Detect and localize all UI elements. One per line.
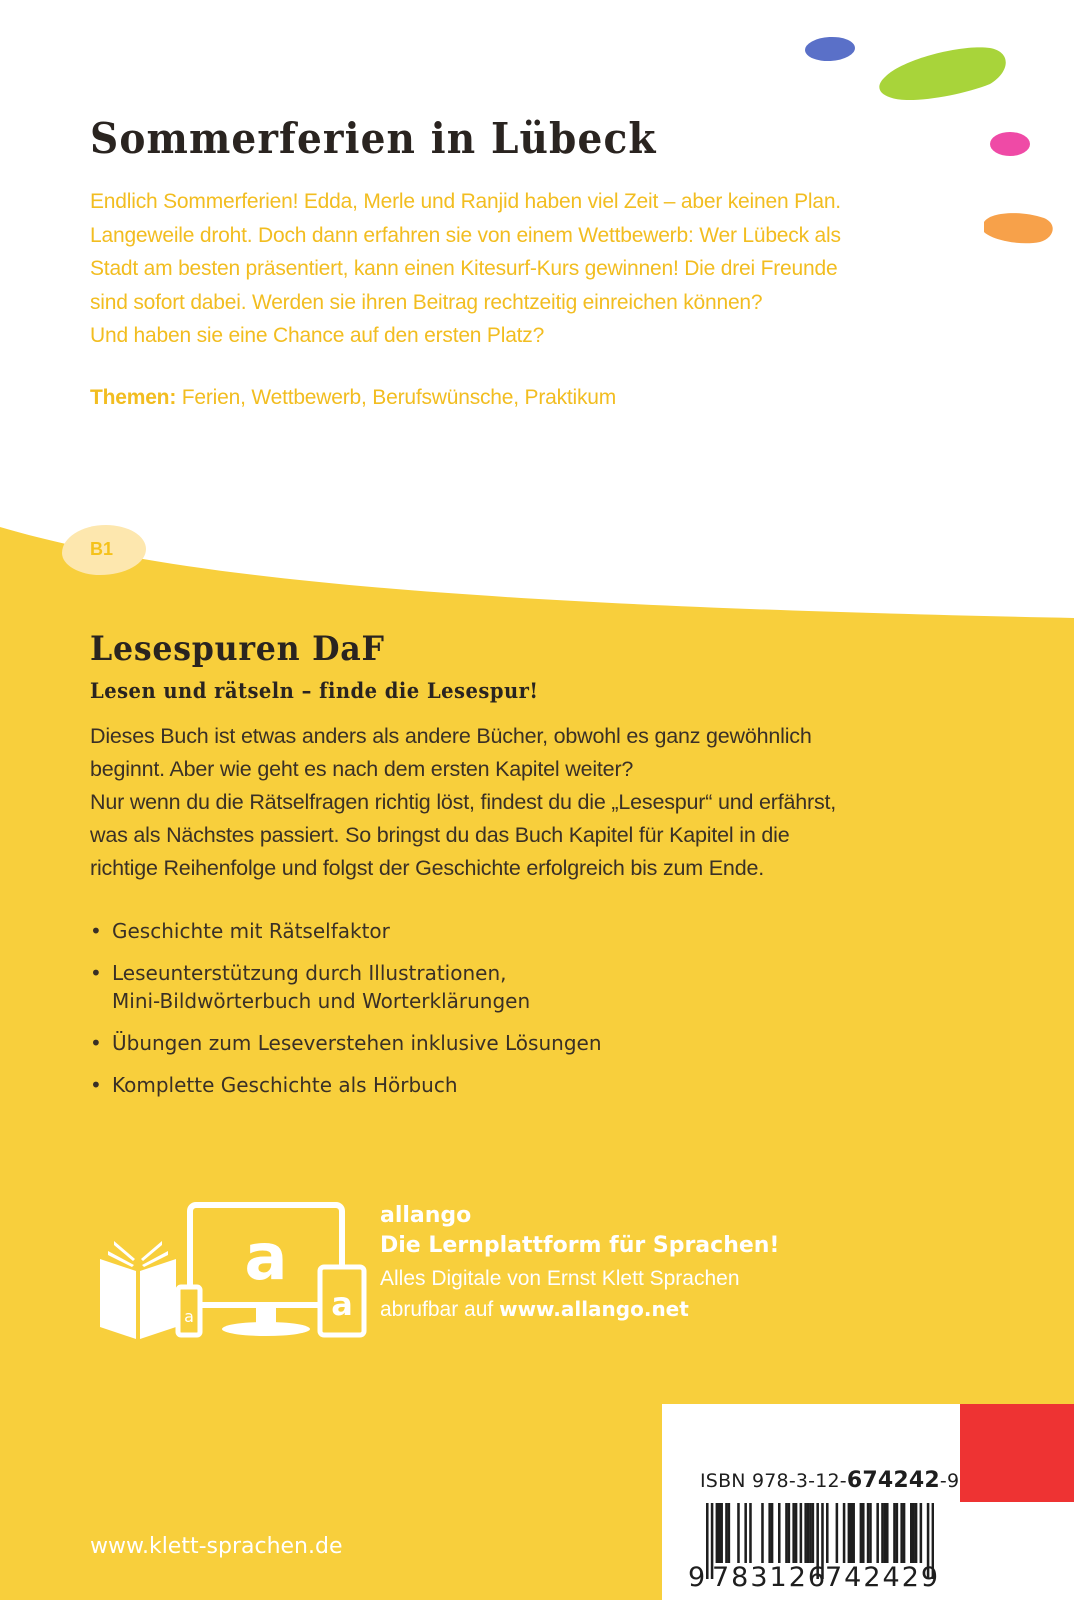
barcode-bar [788, 1503, 791, 1563]
barcode-bar [884, 1503, 887, 1563]
barcode-bar [920, 1503, 923, 1563]
feature-item [90, 1071, 790, 1099]
barcode-bar [881, 1503, 884, 1563]
isbn-number [700, 1468, 959, 1493]
feature-text: Geschichte mit Rätselfaktor [112, 919, 390, 943]
description-line: Dieses Buch ist etwas anders als andere Bücher, obwohl es ganz gewöhnlich [90, 724, 812, 748]
allango-description [380, 1263, 779, 1325]
barcode-bar [843, 1503, 846, 1563]
description-line: richtige Reihenfolge und folgst der Geschichte erfolgreich bis zum Ende. [90, 856, 764, 880]
description-line: beginnt. Aber wie geht es nach dem ersten Kapitel weiter? [90, 757, 634, 781]
green-blob-decoration [879, 47, 1005, 100]
allango-tagline: Die Lernplattform für Sprachen! [380, 1233, 780, 1258]
barcode-bar [807, 1503, 810, 1563]
series-subtitle: Lesen und rätseln – finde die Lesespur! [90, 678, 539, 703]
barcode-bar [706, 1503, 709, 1579]
summary-line: Und haben sie eine Chance auf den ersten Platz? [90, 324, 545, 348]
feature-item [90, 1029, 790, 1057]
barcode-bar [896, 1503, 899, 1563]
isbn-bold-part: 674242 [846, 1468, 940, 1493]
phone-logo-letter: a [184, 1307, 194, 1326]
series-title: Lesespuren DaF [90, 629, 385, 669]
barcode-bar [848, 1503, 851, 1563]
barcode-bar [785, 1503, 788, 1563]
barcode-bar [893, 1503, 896, 1563]
summary-line: Endlich Sommerferien! Edda, Merle und Ranjid haben viel Zeit – aber keinen Plan. [90, 190, 841, 213]
tablet-icon [320, 1267, 364, 1335]
themes-line [90, 386, 616, 410]
barcode-bar [903, 1503, 906, 1563]
barcode-bar [876, 1503, 879, 1563]
barcode-bar [720, 1503, 723, 1563]
bullet-icon: • [90, 1031, 102, 1055]
barcode-bar [809, 1503, 812, 1563]
description-line: was als Nächstes passiert. So bringst du das Buch Kapitel für Kapitel in die [90, 823, 790, 847]
red-price-sticker [960, 1404, 1074, 1502]
barcode-bar [915, 1503, 918, 1563]
barcode-bar [886, 1503, 889, 1563]
barcode-bar [869, 1503, 872, 1563]
feature-text: Komplette Geschichte als Hörbuch [112, 1073, 458, 1097]
themes-label: Themen: [90, 386, 177, 409]
publisher-website-link[interactable]: www.klett-sprachen.de [90, 1534, 343, 1559]
feature-list [90, 917, 790, 1113]
barcode-bar [768, 1503, 771, 1563]
themes-value: Ferien, Wettbewerb, Berufswünsche, Praktikum [181, 386, 617, 409]
barcode-bar [900, 1503, 903, 1563]
blue-blob-decoration [804, 36, 855, 63]
allango-desc-prefix: abrufbar auf [380, 1298, 494, 1321]
barcode-bar [812, 1503, 815, 1563]
barcode-bar [804, 1503, 807, 1563]
barcode-bar [761, 1503, 764, 1563]
bullet-icon: • [90, 1073, 102, 1097]
barcode-bar [836, 1503, 839, 1563]
barcode-bar [795, 1503, 798, 1563]
barcode-bar [826, 1503, 829, 1563]
orange-blob-decoration [984, 213, 1053, 243]
allango-url-link[interactable]: www.allango.net [499, 1297, 689, 1321]
phone-icon [178, 1287, 200, 1335]
summary-line: Langeweile droht. Doch dann erfahren sie von einem Wettbewerb: Wer Lübeck als [90, 223, 841, 247]
barcode-right-digits: 742429 [825, 1562, 941, 1593]
barcode-bar [737, 1503, 740, 1563]
barcode-bar [744, 1503, 747, 1563]
allango-info [380, 1201, 779, 1325]
barcode-bar [725, 1503, 728, 1563]
barcode-bar [771, 1503, 774, 1563]
barcode-bar [867, 1503, 870, 1563]
barcode-bar [778, 1503, 781, 1563]
allango-brand: allango [380, 1203, 472, 1228]
description-line: Nur wenn du die Rätselfragen richtig löst, findest du die „Lesespur“ und erfährst, [90, 790, 837, 814]
open-book-icon [100, 1241, 176, 1339]
allango-desc-line: Alles Digitale von Ernst Klett Sprachen [380, 1267, 740, 1290]
barcode-bar [716, 1503, 719, 1563]
feature-item [90, 917, 790, 945]
bullet-icon: • [90, 961, 102, 985]
allango-desc-line [380, 1294, 779, 1325]
level-badge-text: B1 [90, 539, 114, 559]
barcode-bar [792, 1503, 795, 1563]
tablet-logo-letter: a [331, 1285, 353, 1323]
summary-line: sind sofort dabei. Werden sie ihren Beitrag rechtzeitig einreichen können? [90, 290, 763, 314]
barcode-bar [718, 1503, 721, 1563]
barcode-bar [852, 1503, 855, 1563]
bullet-icon: • [90, 919, 102, 943]
monitor-logo-letter: a [244, 1221, 288, 1295]
feature-text: Übungen zum Leseverstehen inklusive Lösungen [112, 1031, 602, 1055]
barcode-bar [860, 1503, 863, 1563]
isbn-suffix: -9 [939, 1470, 960, 1492]
barcode-bar [910, 1503, 913, 1563]
barcode-first-digit: 9 [688, 1562, 706, 1593]
barcode-bar [862, 1503, 865, 1563]
book-monitor-tablet-phone-icon [88, 1197, 370, 1339]
isbn-prefix: ISBN 978-3-12- [700, 1470, 847, 1492]
summary-line: Stadt am besten präsentiert, kann einen Kitesurf-Kurs gewinnen! Die drei Freunde [90, 257, 838, 281]
feature-text: Leseunterstützung durch Illustrationen, [112, 961, 507, 985]
barcode-left-digits: 783126 [712, 1562, 828, 1593]
barcode-bar [800, 1503, 803, 1563]
feature-item [90, 959, 790, 1015]
barcode-bar [850, 1503, 853, 1563]
pink-blob-decoration [990, 132, 1030, 156]
barcode-bar [749, 1503, 752, 1563]
barcode-bar [728, 1503, 731, 1563]
feature-text-continued: Mini-Bildwörterbuch und Worterklärungen [112, 989, 531, 1013]
barcode-bar [912, 1503, 915, 1563]
story-summary [90, 185, 970, 353]
series-description [90, 720, 970, 885]
book-title: Sommerferien in Lübeck [90, 114, 657, 163]
